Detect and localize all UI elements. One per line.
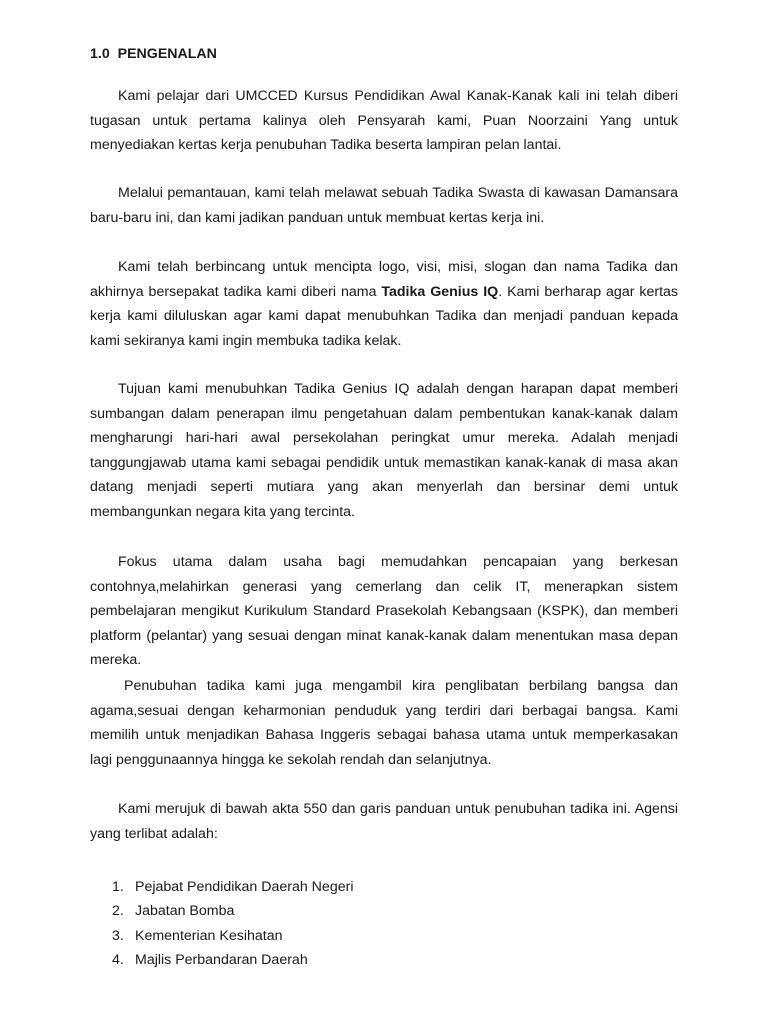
list-item-label: Pejabat Pendidikan Daerah Negeri (135, 879, 354, 895)
paragraph-reference: Kami merujuk di bawah akta 550 dan garis panduan untuk penubuhan tadika ini. Agensi yang terlibat adalah: (90, 801, 678, 842)
list-item (112, 899, 353, 923)
section-heading: 1.0 PENGENALAN (90, 46, 217, 62)
paragraph-naming-text-after: . Kami berharap agar kertas kerja kami diluluskan agar kami dapat menubuhkan Tadika dan menjadi panduan kepada kami sekiranya kami ingin membuka tadika kelak. (90, 283, 678, 349)
list-item (112, 948, 353, 972)
paragraph-observation: Melalui pemantauan, kami telah melawat sebuah Tadika Swasta di kawasan Damansara baru-baru ini, dan kami jadikan panduan untuk membuat kertas kerja ini. (90, 185, 678, 226)
paragraph-intro: Kami pelajar dari UMCCED Kursus Pendidikan Awal Kanak-Kanak kali ini telah diberi tugasan untuk pertama kalinya oleh Pensyarah kami, Puan Noorzaini Yang untuk menyediakan kertas kerja penubuhan Tadika beserta lampiran pelan lantai. (90, 88, 678, 153)
paragraph-purpose: Tujuan kami menubuhkan Tadika Genius IQ adalah dengan harapan dapat memberi sumbangan dalam penerapan ilmu pengetahuan dalam pembentukan kanak-kanak dalam mengharungi hari-hari awal persekolahan peringkat umur mereka. Adalah menjadi tanggungjawab utama kami sebagai pendidik untuk memastikan kanak-kanak di masa akan datang menjadi seperti mutiara yang akan menyerlah dan bersinar demi untuk membangunkan negara kita yang tercinta. (90, 381, 678, 520)
list-item (112, 875, 353, 899)
agency-list (112, 875, 353, 972)
list-item-number: 1. (112, 879, 124, 895)
paragraph-naming-text-before: Kami telah berbincang untuk mencipta logo, visi, misi, slogan dan nama Tadika dan akhirnya bersepakat tadika kami diberi nama (90, 259, 678, 300)
list-item-label: Jabatan Bomba (135, 903, 235, 920)
list-item-number: 2. (112, 903, 124, 920)
list-item-label: Majlis Perbandaran Daerah (135, 951, 308, 968)
list-item-label: Kementerian Kesihatan (135, 927, 283, 944)
paragraph-naming (90, 255, 678, 353)
list-item-number: 3. (112, 927, 124, 944)
paragraph-focus: Fokus utama dalam usaha bagi memudahkan pencapaian yang berkesan contohnya,melahirkan generasi yang cemerlang dan celik IT, menerapkan sistem pembelajaran mengikut Kurikulum Standard Prasekolah Kebangsaan (KSPK), dan memberi platform (pelantar) yang sesuai dengan minat kanak-kanak dalam menentukan masa depan mereka. (90, 554, 678, 668)
paragraph-multiracial: Penubuhan tadika kami juga mengambil kira penglibatan berbilang bangsa dan agama,sesuai dengan keharmonian penduduk yang terdiri dari berbagai bangsa. Kami memilih untuk menjadikan Bahasa Inggeris sebagai bahasa utama untuk memperkasakan lagi penggunaannya hingga ke sekolah rendah dan selanjutnya. (90, 678, 678, 768)
list-item (112, 924, 353, 948)
tadika-name: Tadika Genius IQ (381, 283, 499, 300)
list-item-number: 4. (112, 951, 124, 968)
